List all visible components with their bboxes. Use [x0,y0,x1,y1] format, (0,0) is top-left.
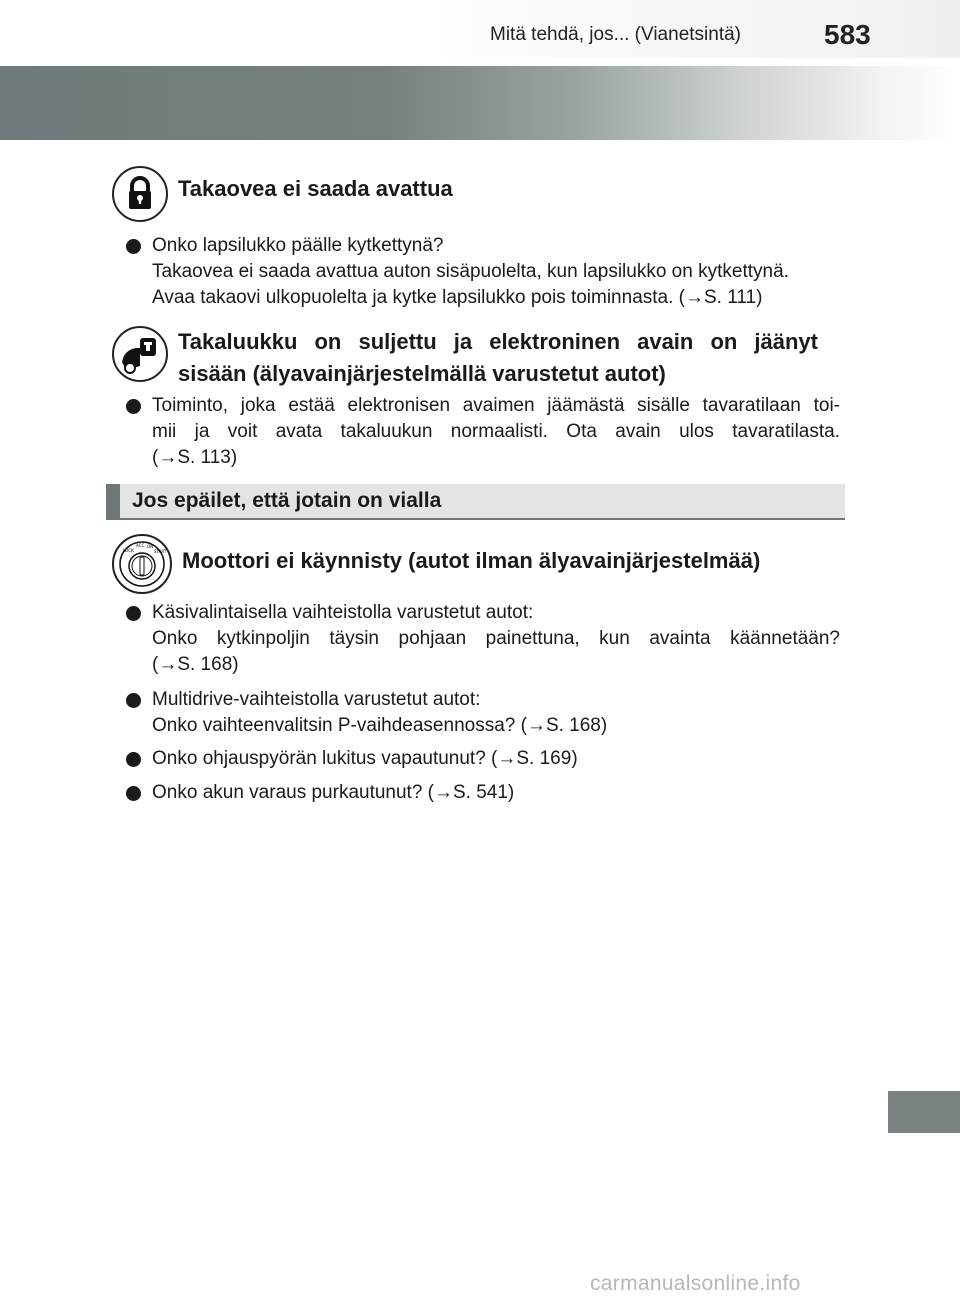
padlock-icon [112,166,168,222]
bullet-line: Avaa takaovi ulkopuolelta ja kytke lapsilukko pois toiminnasta. (→S. 111) [152,287,763,308]
tailgate-heading-row [112,166,453,222]
bullet-line: (→S. 113) [152,447,238,468]
engine-bullet-2 [126,687,840,739]
bullet-line: Onko ohjauspyörän lukitus vapautunut? (→S. 169) [152,748,578,769]
chapter-banner [0,66,960,140]
tailgate-bullet [126,233,840,311]
engine-bullet-3 [126,746,840,772]
engine-heading-row [112,534,760,594]
bullet-line: Multidrive-vaihteistolla varustetut autot: [152,689,481,710]
bullet-line: (→S. 168) [152,654,239,675]
bullet-dot [126,399,141,414]
bullet-line: Onko akun varaus purkautunut? (→S. 541) [152,782,515,803]
ignition-label-lock: LOCK [123,548,134,553]
chapter-title: Mitä tehdä, jos... (Vianetsintä) [490,24,741,45]
bullet-line: Käsivalintaisella vaihteistolla varustetut autot: [152,602,534,623]
trunk-bullet [126,393,840,471]
engine-bullet-1 [126,600,840,678]
bullet-dot [126,693,141,708]
bullet-line: Onko vaihteenvalitsin P-vaihdeasennossa? (→S. 168) [152,715,608,736]
chapter-side-tab [888,1091,960,1133]
ignition-label-start: START [154,549,167,554]
engine-bullet-4 [126,780,840,806]
bullet-line: Takaovea ei saada avattua auton sisäpuolelta, kun lapsilukko on kytkettynä. [152,261,789,282]
engine-heading: Moottori ei käynnisty (autot ilman älyavainjärjestelmää) [182,548,761,573]
section-header [106,484,845,520]
bullet-dot [126,239,141,254]
bullet-dot [126,752,141,767]
trunk-heading-line: Takaluukku on suljettu ja elektroninen avain on jäänyt [178,329,818,354]
ignition-label-acc: ACC [136,543,145,548]
trunk-heading-row [112,326,818,390]
key-trunk-icon [112,326,168,382]
bullet-line: mii ja voit avata takaluukun normaalisti. Ota avain ulos tavaratilasta. [152,421,840,442]
section-title: Jos epäilet, että jotain on vialla [132,489,442,512]
bullet-dot [126,606,141,621]
tailgate-heading: Takaovea ei saada avattua [178,176,453,201]
ignition-switch-icon [112,534,172,594]
ignition-label-on: ON [147,544,154,549]
trunk-heading-line: sisään (älyavainjärjestelmällä varustetut autot) [178,361,666,386]
bullet-line: Onko kytkinpoljin täysin pohjaan painettuna, kun avainta käännetään? [152,628,840,649]
watermark: carmanualsonline.info [590,1272,801,1295]
bullet-line: Onko lapsilukko päälle kytkettynä? [152,235,444,256]
page-header [0,0,960,58]
bullet-dot [126,786,141,801]
page-number: 583 [824,19,871,50]
bullet-line: Toiminto, joka estää elektronisen avaimen jäämästä sisälle tavaratilaan toi- [152,395,840,416]
